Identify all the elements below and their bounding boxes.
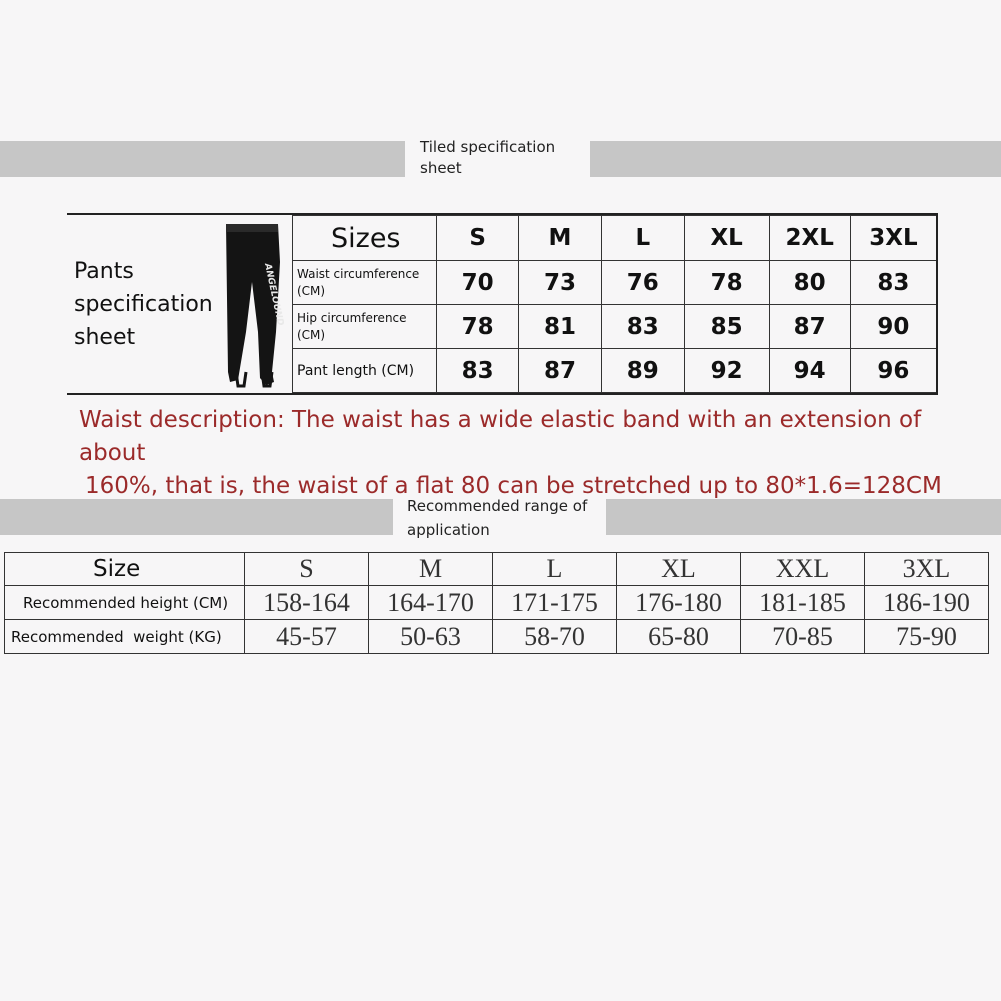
size-header: 3XL (869, 225, 918, 251)
rec-value: 65-80 (617, 620, 741, 654)
rec-value: 58-70 (493, 620, 617, 654)
spec-sheet-label: Pants specification sheet (74, 259, 213, 350)
recommended-table (4, 552, 989, 654)
rec-size-header: L (493, 553, 617, 586)
section2-title: Recommended range of application (407, 497, 588, 539)
spec-value: 76 (626, 269, 659, 296)
pants-spec-table (67, 213, 938, 395)
rec-header-row (5, 553, 989, 586)
section2-band-right (606, 499, 1001, 535)
size-header: L (635, 225, 651, 251)
spec-value: 70 (461, 269, 494, 296)
rec-size-header: XL (617, 553, 741, 586)
pants-brand-text: ANGELOUND (262, 262, 286, 327)
size-header: S (469, 225, 486, 251)
spec-value: 73 (543, 269, 576, 296)
section1-title: Tiled specification sheet (420, 138, 556, 177)
spec-value: 85 (710, 313, 743, 340)
spec-value: 87 (793, 313, 826, 340)
waist-description (79, 404, 959, 503)
rec-size-header: S (245, 553, 369, 586)
rec-size-header: XXL (741, 553, 865, 586)
size-header: M (548, 225, 572, 251)
spec-value: 81 (543, 313, 576, 340)
rec-height-row (5, 586, 989, 620)
rec-weight-label: Recommended weight (KG) (5, 620, 245, 654)
spec-value: 83 (461, 357, 494, 384)
spec-value: 94 (793, 357, 826, 384)
spec-value: 78 (710, 269, 743, 296)
spec-left-panel (67, 215, 292, 393)
rec-size-label: Size (5, 553, 245, 586)
rec-size-header: 3XL (865, 553, 989, 586)
rec-value: 50-63 (369, 620, 493, 654)
waist-description-line1: Waist description: The waist has a wide elastic band with an extension of about (79, 407, 922, 466)
spec-value: 78 (461, 313, 494, 340)
waist-description-line2: 160%, that is, the waist of a flat 80 can be stretched up to 80*1.6=128CM (85, 473, 942, 499)
rec-value: 186-190 (865, 586, 989, 620)
pants-image (222, 222, 286, 389)
spec-header-row (293, 216, 938, 261)
spec-value: 80 (793, 269, 826, 296)
rec-height-label: Recommended height (CM) (5, 586, 245, 620)
spec-value: 92 (710, 357, 743, 384)
waist-row-label: Waist circumference (CM) (297, 266, 420, 298)
spec-value: 96 (877, 357, 910, 384)
spec-value: 83 (877, 269, 910, 296)
section1-band-right (590, 141, 1001, 177)
size-header: 2XL (785, 225, 834, 251)
rec-value: 70-85 (741, 620, 865, 654)
pant-length-row (293, 349, 938, 393)
spec-value: 90 (877, 313, 910, 340)
hip-row (293, 305, 938, 349)
pant-length-label: Pant length (CM) (297, 362, 415, 379)
rec-size-header: M (369, 553, 493, 586)
spec-grid (292, 215, 938, 393)
rec-value: 45-57 (245, 620, 369, 654)
size-header: XL (710, 225, 743, 251)
spec-value: 87 (543, 357, 576, 384)
rec-value: 171-175 (493, 586, 617, 620)
spec-value: 83 (626, 313, 659, 340)
rec-value: 158-164 (245, 586, 369, 620)
waist-row (293, 261, 938, 305)
rec-value: 75-90 (865, 620, 989, 654)
rec-weight-row (5, 620, 989, 654)
section2-band-left (0, 499, 393, 535)
spec-value: 89 (626, 357, 659, 384)
section1-band-left (0, 141, 405, 177)
rec-value: 176-180 (617, 586, 741, 620)
sizes-title: Sizes (331, 222, 401, 254)
hip-row-label: Hip circumference (CM) (297, 310, 407, 342)
rec-value: 181-185 (741, 586, 865, 620)
rec-value: 164-170 (369, 586, 493, 620)
